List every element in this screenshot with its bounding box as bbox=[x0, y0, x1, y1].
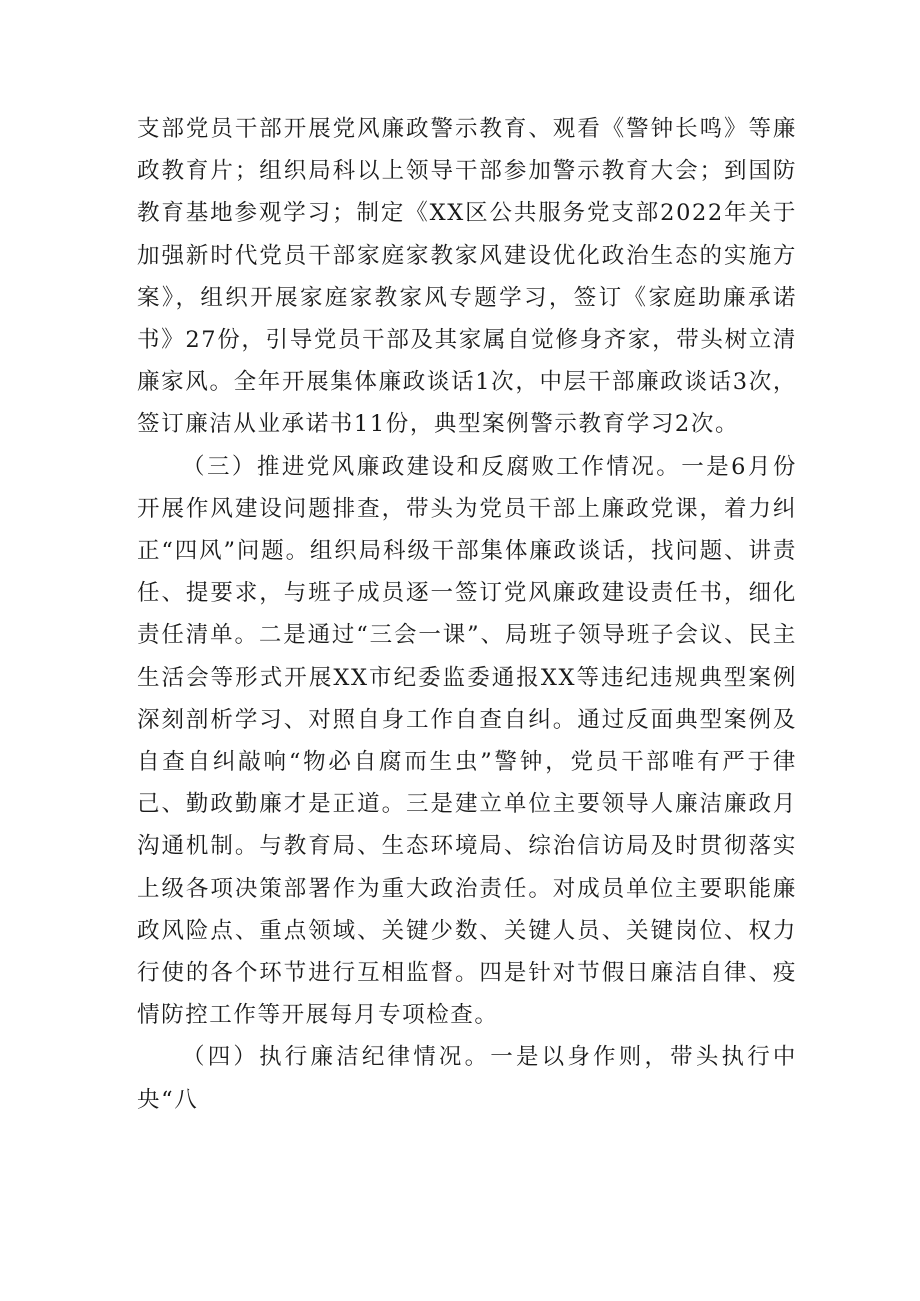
paragraph-continuation: 支部党员干部开展党风廉政警示教育、观看《警钟长鸣》等廉政教育片；组织局科以上领导干部参加警示教育大会；到国防教育基地参观学习；制定《XX区公共服务党支部2022年关于加强新时代党员干部家庭家教家风建设优化政治生态的实施方案》，组织开展家庭家教家风专题学习，签订《家庭助廉承诺书》27份，引导党员干部及其家属自觉修身齐家，带头树立清廉家风。全年开展集体廉政谈话1次，中层干部廉政谈话3次，签订廉洁从业承诺书11份，典型案例警示教育学习2次。 bbox=[137, 116, 797, 438]
paragraph-section-four: （四）执行廉洁纪律情况。一是以身作则，带头执行中央“八 bbox=[137, 1044, 797, 1113]
paragraph-section-three: （三）推进党风廉政建设和反腐败工作情况。一是6月份开展作风建设问题排查，带头为党员干部上廉政党课，着力纠正“四风”问题。组织局科级干部集体廉政谈话，找问题、讲责任、提要求，与班子成员逐一签订党风廉政建设责任书，细化责任清单。二是通过“三会一课”、局班子领导班子会议、民主生活会等形式开展XX市纪委监委通报XX等违纪违规典型案例深刻剖析学习、对照自身工作自查自纠。通过反面典型案例及自查自纠敲响“物必自腐而生虫”警钟，党员干部唯有严于律己、勤政勤廉才是正道。三是建立单位主要领导人廉洁廉政月沟通机制。与教育局、生态环境局、综治信访局及时贯彻落实上级各项决策部署作为重大政治责任。对成员单位主要职能廉政风险点、重点领域、关键少数、关键人员、关键岗位、权力行使的各个环节进行互相监督。四是针对节假日廉洁自律、疫情防控工作等开展每月专项检查。 bbox=[137, 453, 797, 1029]
document-body bbox=[137, 108, 797, 1121]
